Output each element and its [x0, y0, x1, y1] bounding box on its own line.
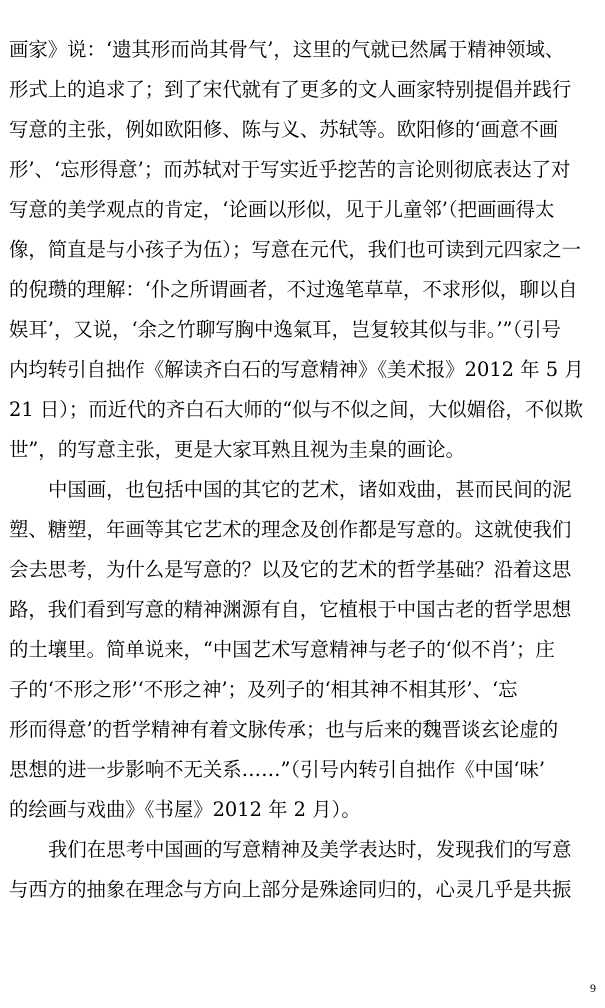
text-line: 的土壤里。简单说来，“中国艺术写意精神与老子的‘似不肖’；庄 — [9, 638, 555, 661]
text-line: 路，我们看到写意的精神渊源有自，它植根于中国古老的哲学思想 — [9, 598, 572, 621]
text-line: 像，简直是与小孩子为伍）；写意在元代，我们也可读到元四家之一 — [9, 238, 582, 261]
text-line: 画家》说：‘遗其形而尚其骨气’，这里的气就已然属于精神领域、 — [9, 38, 565, 61]
text-line: 的绘画与戏曲》《书屋》2012 年 2 月）。 — [9, 798, 361, 821]
paragraph-first-line: 中国画，也包括中国的其它的艺术，诸如戏曲，甚而民间的泥 — [48, 478, 572, 501]
text-line: 形’、‘忘形得意’；而苏轼对于写实近乎挖苦的言论则彻底表达了对 — [9, 158, 571, 181]
text-line: 娱耳’，又说，‘余之竹聊写胸中逸氣耳，岂复较其似与非。’”（引号 — [9, 318, 561, 341]
text-line: 内均转引自拙作《解读齐白石的写意精神》《美术报》2012 年 5 月 — [9, 358, 584, 381]
text-line: 塑、糖塑，年画等其它艺术的理念及创作都是写意的。这就使我们 — [9, 518, 572, 541]
text-line: 形式上的追求了；到了宋代就有了更多的文人画家特别提倡并践行 — [9, 78, 572, 101]
paragraph-first-line: 我们在思考中国画的写意精神及美学表达时，发现我们的写意 — [48, 838, 572, 861]
text-line: 21 日）；而近代的齐白石大师的“似与不似之间，大似媚俗，不似欺 — [9, 398, 583, 421]
text-line: 写意的主张，例如欧阳修、陈与义、苏轼等。欧阳修的‘画意不画 — [9, 118, 559, 141]
text-line: 与西方的抽象在理念与方向上部分是殊途同归的，心灵几乎是共振 — [9, 878, 572, 901]
text-line: 世”，的写意主张，更是大家耳熟且视为圭臬的画论。 — [9, 438, 465, 461]
text-line: 子的‘不形之形’‘不形之神’；及列子的‘相其神不相其形’、‘忘 — [9, 678, 518, 701]
text-line: 会去思考，为什么是写意的？以及它的艺术的哲学基础？沿着这思 — [9, 558, 572, 581]
text-line: 的倪瓒的理解：‘仆之所谓画者，不过逸笔草草，不求形似，聊以自 — [9, 278, 578, 301]
text-line: 形而得意’的哲学精神有着文脉传承；也与后来的魏晋谈玄论虚的 — [9, 718, 559, 741]
text-line: 思想的进一步影响不无关系……”（引号内转引自拙作《中国‘味’ — [9, 758, 546, 781]
text-line: 写意的美学观点的肯定，‘论画以形似，见于儿童邻’（把画画得太 — [9, 198, 555, 221]
page-number: 9 — [590, 981, 596, 995]
